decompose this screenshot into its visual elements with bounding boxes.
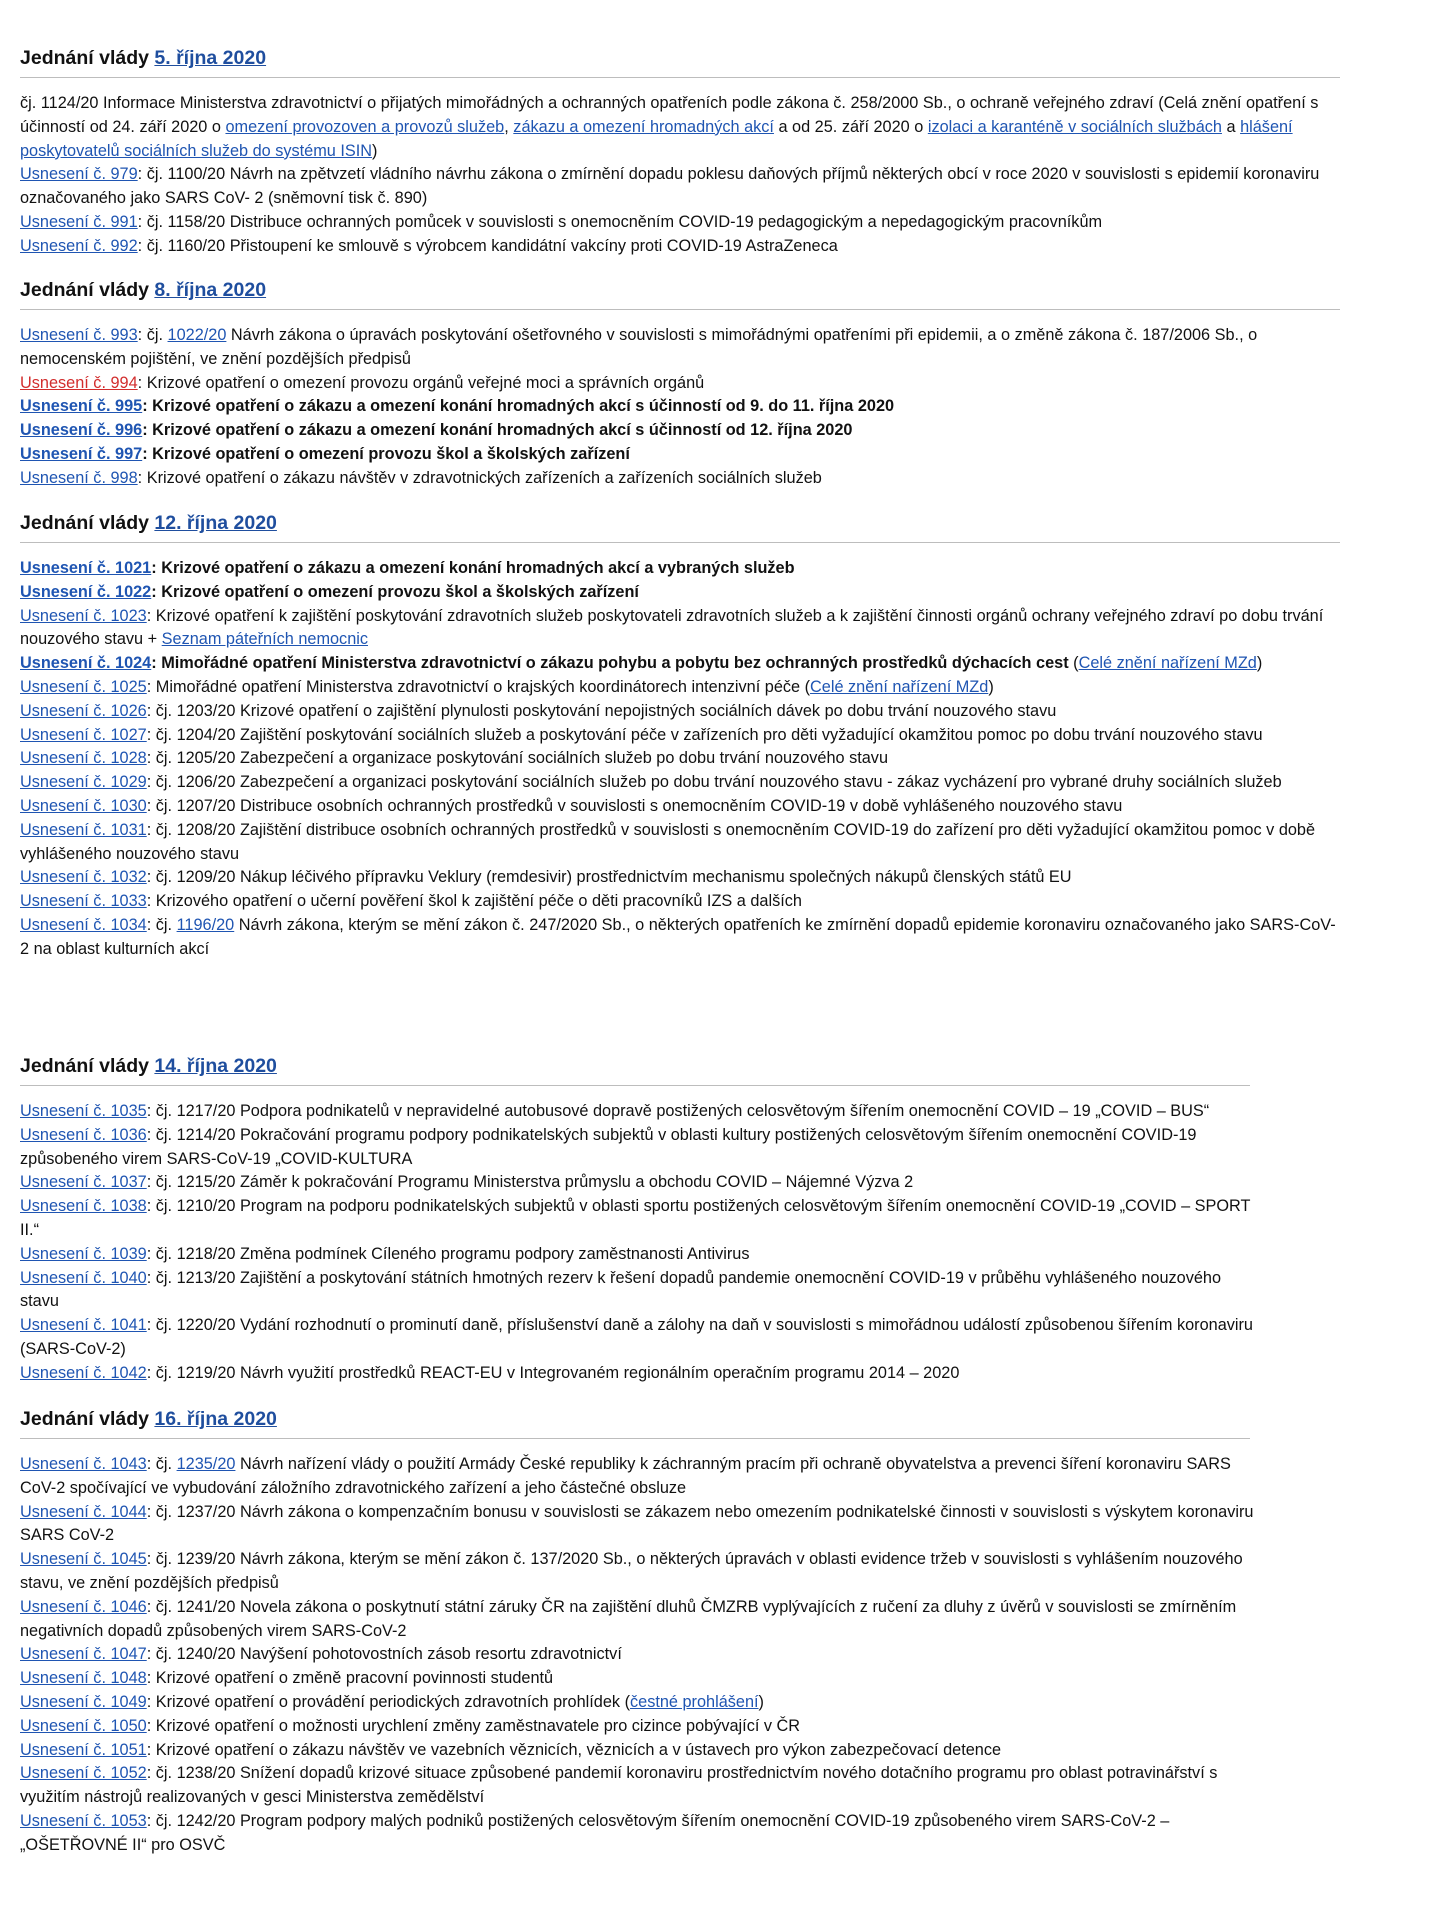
resolution-text: Návrh zákona o úpravách poskytování ošetřovného v souvislosti s mimořádnými opatřeními při epidemii, a o změně zákona č. 187/2006 Sb., o nemocenském pojištění, ve znění pozdějších předpisů [20, 326, 1258, 368]
resolution-item [20, 1501, 1260, 1549]
resolution-text: : čj. [146, 915, 177, 934]
resolution-text: : čj. [137, 326, 168, 344]
resolution-item [20, 1314, 1260, 1362]
resolution-text: : čj. 1213/20 Zajištění a poskytování státních hmotných rezerv k řešení dopadů pandemie onemocnění COVID-19 v průběhu vyhlášeného nouzového stavu [20, 1268, 1222, 1311]
resolution-link[interactable]: Usnesení č. 1028 [20, 749, 147, 768]
document-link[interactable]: čestné prohlášení [630, 1692, 759, 1711]
resolution-link[interactable]: Usnesení č. 994 [20, 373, 138, 392]
meeting-date-link[interactable]: 8. října 2020 [154, 279, 267, 301]
resolution-text: : Krizové opatření o změně pracovní povinnosti studentů [146, 1669, 554, 1688]
resolution-text: : Krizové opatření o zákazu a omezení konání hromadných akcí s účinností od 12. října 2020 [142, 421, 853, 440]
resolution-link[interactable]: Usnesení č. 998 [20, 468, 138, 487]
resolution-text: : Krizové opatření o zákazu návštěv v zdravotnických zařízeních a zařízeních sociálních služeb [137, 468, 822, 487]
resolution-list [20, 1453, 1260, 1858]
document-link[interactable]: 1196/20 [176, 915, 235, 934]
meeting-date-link[interactable]: 16. října 2020 [154, 1408, 277, 1430]
resolution-text: : Krizové opatření o zákazu a omezení konání hromadných akcí a vybraných služeb [151, 559, 795, 577]
resolution-item [20, 1691, 1260, 1715]
document-link[interactable]: zákazu a omezení hromadných akcí [513, 117, 774, 136]
document-link[interactable]: omezení provozoven a provozů služeb [225, 117, 505, 136]
resolution-item [20, 92, 1340, 163]
document-link[interactable]: Celé znění nařízení MZd [810, 677, 989, 696]
resolution-list [20, 1100, 1260, 1386]
resolution-text: : čj. 1205/20 Zabezpečení a organizace poskytování sociálních služeb po dobu trvání nouzového stavu [146, 749, 888, 768]
resolution-text: a od 25. září 2020 o [773, 117, 928, 136]
resolution-link[interactable]: Usnesení č. 991 [20, 212, 138, 231]
resolution-text: , [504, 117, 514, 136]
resolution-link[interactable]: Usnesení č. 996 [20, 421, 143, 440]
resolution-text: : Krizové opatření o možnosti urychlení změny zaměstnavatele pro cizince pobývající v ČR [146, 1716, 801, 1735]
resolution-item [20, 700, 1340, 724]
meeting-heading [20, 46, 1340, 71]
resolution-link[interactable]: Usnesení č. 1039 [20, 1244, 147, 1263]
document-link[interactable]: Celé znění nařízení MZd [1078, 654, 1257, 673]
meeting-heading [20, 1407, 1260, 1432]
resolution-item [20, 1667, 1260, 1691]
resolution-text: : čj. 1209/20 Nákup léčivého přípravku Veklury (remdesivir) prostřednictvím mechanismu společných nákupů členských států EU [146, 868, 1072, 887]
resolution-text: : čj. 1210/20 Program na podporu podnikatelských subjektů v oblasti sportu postižených celosvětovým šířením onemocnění COVID-19 „COVID – SPORT II.“ [20, 1197, 1251, 1239]
resolution-item [20, 866, 1340, 890]
resolution-text: : čj. 1208/20 Zajištění distribuce osobních ochranných prostředků v souvislosti s onemocněním COVID-19 do zařízení pro děti vyžadující okamžitou pomoc v době vyhlášeného nouzového stavu [20, 820, 1316, 863]
meeting-heading [20, 278, 1340, 303]
resolution-link[interactable]: Usnesení č. 1042 [20, 1363, 147, 1382]
resolution-item [20, 557, 1340, 581]
resolution-text: ) [988, 677, 994, 696]
resolution-item [20, 324, 1340, 372]
resolution-item [20, 235, 1340, 259]
resolution-text: : čj. [146, 1455, 177, 1473]
document-link[interactable]: 1022/20 [167, 326, 227, 344]
resolution-text: : čj. 1204/20 Zajištění poskytování sociálních služeb a poskytování péče v zařízeních pro děti vyžadující okamžitou pomoc po dobu trvání nouzového stavu [146, 725, 1263, 744]
resolution-text: : Krizové opatření k zajištění poskytování zdravotních služeb poskytovateli zdravotních služeb a k zajištění činnosti orgánů ochrany veřejného zdraví po dobu trvání nouzového stavu + [20, 606, 1324, 649]
resolution-link[interactable]: Usnesení č. 1022 [20, 582, 152, 601]
meeting-date-link[interactable]: 5. října 2020 [154, 47, 267, 69]
resolution-item [20, 652, 1340, 676]
meeting-section [20, 46, 1340, 259]
meeting-heading-prefix: Jednání vlády [20, 279, 155, 301]
resolution-link[interactable]: Usnesení č. 1044 [20, 1502, 147, 1521]
resolution-link[interactable]: Usnesení č. 995 [20, 397, 143, 416]
resolution-item [20, 1739, 1260, 1763]
resolution-link[interactable]: Usnesení č. 1041 [20, 1316, 147, 1335]
resolution-text: : čj. 1218/20 Změna podmínek Cíleného programu podpory zaměstnanosti Antivirus [146, 1244, 750, 1263]
resolution-item [20, 467, 1340, 491]
section-divider [20, 1438, 1250, 1439]
resolution-text: : čj. 1220/20 Vydání rozhodnutí o prominutí daně, příslušenství daně a zálohy na daň v souvislosti s mimořádnou událostí způsobenou šířením koronaviru (SARS-CoV-2) [20, 1316, 1253, 1358]
resolution-list [20, 92, 1340, 259]
resolution-text: : čj. 1242/20 Program podpory malých podniků postižených celosvětovým šířením onemocnění COVID-19 způsobeného virem SARS-CoV-2 – „OŠETŘOVNÉ II“ pro OSVČ [20, 1811, 1170, 1854]
resolution-link[interactable]: Usnesení č. 993 [20, 326, 138, 344]
resolution-item [20, 1715, 1260, 1739]
resolution-text: : čj. 1217/20 Podpora podnikatelů v nepravidelné autobusové dopravě postižených celosvětovým šířením onemocnění COVID – 19 „COVID – BUS“ [146, 1102, 1210, 1120]
resolution-item [20, 581, 1340, 605]
resolution-text: ) [1256, 654, 1263, 673]
resolution-item [20, 1267, 1260, 1315]
resolution-item [20, 211, 1340, 235]
resolution-item [20, 1453, 1260, 1501]
resolution-text: : Krizové opatření o zákazu a omezení konání hromadných akcí s účinností od 9. do 11. října 2020 [142, 397, 895, 416]
resolution-item [20, 676, 1340, 700]
resolution-link[interactable]: Usnesení č. 1033 [20, 892, 147, 911]
resolution-link[interactable]: Usnesení č. 1031 [20, 820, 147, 839]
resolution-text: : Krizové opatření o omezení provozu škol a školských zařízení [142, 444, 630, 463]
resolution-item [20, 1171, 1260, 1195]
meeting-section [20, 1054, 1260, 1386]
resolution-link[interactable]: Usnesení č. 1038 [20, 1197, 147, 1216]
document-link[interactable]: hlášení poskytovatelů sociálních služeb do systému ISIN [20, 117, 1293, 160]
resolution-list [20, 324, 1340, 491]
resolution-item [20, 795, 1340, 819]
resolution-item [20, 395, 1340, 419]
resolution-item [20, 1596, 1260, 1644]
resolution-text: : čj. 1206/20 Zabezpečení a organizaci poskytování sociálních služeb po dobu trvání nouzového stavu - zákaz vycházení pro vybrané druhy sociálních služeb [146, 773, 1282, 792]
resolution-item [20, 1243, 1260, 1267]
resolution-link[interactable]: Usnesení č. 1053 [20, 1811, 147, 1830]
section-divider [20, 309, 1340, 310]
document-link[interactable]: Seznam páteřních nemocnic [161, 630, 369, 649]
resolution-link[interactable]: Usnesení č. 1052 [20, 1764, 147, 1783]
resolution-link[interactable]: Usnesení č. 1024 [20, 654, 152, 673]
resolution-text: : čj. 1214/20 Pokračování programu podpory podnikatelských subjektů v oblasti kultury postižených celosvětovým šířením onemocnění COVID-19 způsobeného virem SARS-CoV-19 „COVID-KULTURA [20, 1125, 1197, 1168]
resolution-item [20, 443, 1340, 467]
resolution-text: Návrh nařízení vlády o použití Armády České republiky k záchranným pracím při ochraně obyvatelstva a prevenci šíření koronaviru SARS CoV-2 spočívající ve vybudování záložního zdravotnického zařízení a jeho částečné obsluze [20, 1455, 1231, 1497]
resolution-link[interactable]: Usnesení č. 992 [20, 236, 138, 255]
meeting-section [20, 278, 1340, 491]
resolution-link[interactable]: Usnesení č. 1049 [20, 1692, 147, 1711]
resolution-link[interactable]: Usnesení č. 1037 [20, 1173, 147, 1192]
resolution-link[interactable]: Usnesení č. 1036 [20, 1125, 147, 1144]
resolution-text: : čj. 1219/20 Návrh využití prostředků REACT-EU v Integrovaném regionálním operačním programu 2014 – 2020 [146, 1363, 960, 1382]
resolution-text: : Krizového opatření o učerní pověření škol k zajištění péče o děti pracovníků IZS a dalších [146, 892, 802, 911]
resolution-link[interactable]: Usnesení č. 1048 [20, 1669, 147, 1688]
resolution-text: : Mimořádné opatření Ministerstva zdravotnictví o zákazu pohybu a pobytu bez ochranných prostředků dýchacích cest [151, 654, 1069, 673]
resolution-item [20, 914, 1340, 962]
resolution-text: : Mimořádné opatření Ministerstva zdravotnictví o krajských koordinátorech intenzivní péče ( [146, 677, 811, 696]
resolution-item [20, 1810, 1260, 1858]
resolution-text: : čj. 1238/20 Snížení dopadů krizové situace způsobené pandemií koronaviru prostřednictvím nového dotačního programu pro oblast potravinářství s využitím nástrojů realizovaných v gesci Ministerstva zemědělství [20, 1764, 1218, 1807]
resolution-text: : Krizové opatření o provádění periodických zdravotních prohlídek ( [146, 1692, 630, 1711]
resolution-link[interactable]: Usnesení č. 1021 [20, 559, 152, 577]
resolution-item [20, 1100, 1260, 1124]
resolution-item [20, 163, 1340, 211]
resolution-text: : čj. 1158/20 Distribuce ochranných pomůcek v souvislosti s onemocněním COVID-19 pedagogickým a nepedagogickým pracovníkům [137, 212, 1103, 231]
resolution-link[interactable]: Usnesení č. 997 [20, 444, 143, 463]
resolution-link[interactable]: Usnesení č. 1030 [20, 796, 147, 815]
resolution-link[interactable]: Usnesení č. 1034 [20, 915, 147, 934]
resolution-item [20, 890, 1340, 914]
meeting-date-link[interactable]: 14. října 2020 [154, 1055, 277, 1077]
resolution-text: Návrh zákona, kterým se mění zákon č. 247/2020 Sb., o některých opatřeních ke zmírnění dopadů epidemie koronaviru označovaného jako SARS-CoV-2 na oblast kulturních akcí [20, 915, 1336, 958]
meeting-heading-prefix: Jednání vlády [20, 1408, 155, 1430]
meeting-heading [20, 1054, 1260, 1079]
meeting-section [20, 1407, 1260, 1858]
document-link[interactable]: 1235/20 [176, 1455, 236, 1473]
resolution-text: a [1221, 117, 1241, 136]
resolution-link[interactable]: Usnesení č. 1040 [20, 1268, 147, 1287]
resolution-text: : čj. 1203/20 Krizové opatření o zajištění plynulosti poskytování nepojistných sociálních dávek po dobu trvání nouzového stavu [146, 701, 1057, 720]
resolution-link[interactable]: Usnesení č. 1026 [20, 701, 147, 720]
resolution-list [20, 557, 1340, 962]
resolution-link[interactable]: Usnesení č. 1025 [20, 677, 147, 696]
resolution-link[interactable]: Usnesení č. 1027 [20, 725, 147, 744]
resolution-link[interactable]: Usnesení č. 1045 [20, 1550, 147, 1569]
resolution-text: : čj. 1237/20 Návrh zákona o kompenzačním bonusu v souvislosti se zákazem nebo omezením podnikatelské činnosti v souvislosti s výskytem koronaviru SARS CoV-2 [20, 1502, 1254, 1545]
resolution-text: ) [758, 1692, 764, 1711]
resolution-item [20, 419, 1340, 443]
resolution-item [20, 605, 1340, 653]
resolution-item [20, 1548, 1260, 1596]
resolution-item [20, 771, 1340, 795]
resolution-text: : Krizové opatření o omezení provozu škol a školských zařízení [151, 582, 639, 601]
meeting-date-link[interactable]: 12. října 2020 [154, 512, 277, 534]
resolution-link[interactable]: Usnesení č. 979 [20, 165, 138, 184]
resolution-link[interactable]: Usnesení č. 1043 [20, 1455, 147, 1473]
resolution-link[interactable]: Usnesení č. 1051 [20, 1740, 147, 1759]
resolution-link[interactable]: Usnesení č. 1047 [20, 1645, 147, 1664]
resolution-text: : čj. 1240/20 Navýšení pohotovostních zásob resortu zdravotnictví [146, 1645, 622, 1664]
document-link[interactable]: izolaci a karanténě v sociálních službách [927, 117, 1222, 136]
meeting-heading-prefix: Jednání vlády [20, 512, 155, 534]
resolution-text: : čj. 1215/20 Záměr k pokračování Programu Ministerstva průmyslu a obchodu COVID – Nájemné Výzva 2 [146, 1173, 914, 1192]
section-divider [20, 77, 1340, 78]
resolution-text: čj. 1124/20 Informace Ministerstva zdravotnictví o přijatých mimořádných a ochranných opatřeních podle zákona č. 258/2000 Sb., o ochraně veřejného zdraví (Celá znění opatření s účinností od 24. září 2020 o [20, 94, 1319, 136]
section-divider [20, 542, 1340, 543]
resolution-item [20, 724, 1340, 748]
meeting-heading-prefix: Jednání vlády [20, 1055, 155, 1077]
resolution-text: ) [372, 141, 378, 160]
resolution-text: : Krizové opatření o omezení provozu orgánů veřejné moci a správních orgánů [137, 373, 705, 392]
resolution-link[interactable]: Usnesení č. 1035 [20, 1102, 147, 1120]
resolution-link[interactable]: Usnesení č. 1046 [20, 1597, 147, 1616]
resolution-link[interactable]: Usnesení č. 1032 [20, 868, 147, 887]
resolution-link[interactable]: Usnesení č. 1029 [20, 773, 147, 792]
meeting-heading [20, 511, 1340, 536]
resolution-item [20, 1124, 1260, 1172]
resolution-link[interactable]: Usnesení č. 1023 [20, 606, 147, 625]
meeting-heading-prefix: Jednání vlády [20, 47, 155, 69]
resolution-item [20, 372, 1340, 396]
resolution-item [20, 1195, 1260, 1243]
resolution-text: : Krizové opatření o zákazu návštěv ve vazebních věznicích, věznicích a v ústavech pro výkon zabezpečovací detence [146, 1740, 1002, 1759]
resolution-text: ( [1068, 654, 1079, 673]
resolution-text: : čj. 1100/20 Návrh na zpětvzetí vládního návrhu zákona o zmírnění dopadu poklesu daňových příjmů některých obcí v roce 2020 v souvislosti s epidemií koronaviru označovaného jako SARS CoV- 2 (sněmovní tisk č. 890) [20, 165, 1320, 208]
resolution-text: : čj. 1241/20 Novela zákona o poskytnutí státní záruky ČR na zajištění dluhů ČMZRB vyplývajících z ručení za dluhy z úvěrů v souvislosti se zmírněním negativních dopadů způsobených virem SARS-CoV-2 [20, 1597, 1237, 1640]
section-divider [20, 1085, 1250, 1086]
resolution-item [20, 1643, 1260, 1667]
resolution-item [20, 747, 1340, 771]
resolution-text: : čj. 1239/20 Návrh zákona, kterým se mění zákon č. 137/2020 Sb., o některých úpravách v oblasti evidence tržeb v souvislosti s vyhlášením nouzového stavu, ve znění pozdějších předpisů [20, 1550, 1243, 1592]
meeting-section [20, 511, 1340, 962]
resolution-text: : čj. 1160/20 Přistoupení ke smlouvě s výrobcem kandidátní vakcíny proti COVID-19 AstraZeneca [137, 236, 838, 255]
resolution-item [20, 819, 1340, 867]
resolution-link[interactable]: Usnesení č. 1050 [20, 1716, 147, 1735]
resolution-text: : čj. 1207/20 Distribuce osobních ochranných prostředků v souvislosti s onemocněním COVID-19 v době vyhlášeného nouzového stavu [146, 796, 1123, 815]
resolution-item [20, 1762, 1260, 1810]
resolution-item [20, 1362, 1260, 1386]
